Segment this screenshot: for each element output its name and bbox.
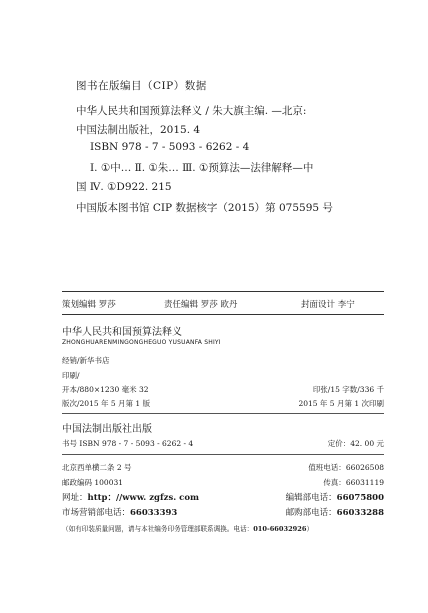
marketing-phone-row [62, 506, 177, 518]
fax-label: 传真： [323, 478, 346, 487]
cip-title-line: 中华人民共和国预算法释义 / 朱大旗主编. —北京: [76, 105, 307, 117]
distributor: 经销/新华书店 [62, 356, 110, 365]
mail-order-phone-row [286, 506, 384, 518]
printing: 2015 年 5 月第 1 次印刷 [298, 399, 384, 408]
divider [62, 314, 384, 315]
website-link[interactable]: http：//www. zgfzs. com [87, 493, 200, 503]
marketing-phone-label: 市场营销部电话： [62, 508, 131, 518]
cover-designer: 封面设计 李宁 [301, 300, 355, 310]
cip-classification-line-2: 国 Ⅳ. ①D922. 215 [76, 181, 172, 193]
fax: 66031119 [345, 478, 384, 487]
cip-classification-line: Ⅰ. ①中… Ⅱ. ①朱… Ⅲ. ①预算法—法律解释—中 [90, 162, 314, 174]
isbn: 书号 ISBN 978 - 7 - 5093 - 6262 - 4 [62, 439, 194, 448]
editorial-phone: 66075800 [336, 493, 384, 503]
mail-order-phone: 66033288 [336, 508, 384, 518]
quality-notice-phone: 010-66032926 [253, 525, 307, 533]
book-title: 中华人民共和国预算法释义 [62, 327, 182, 338]
book-format: 开本/880×1230 毫米 32 [62, 385, 149, 394]
responsible-editor: 责任编辑 罗莎 欧丹 [164, 300, 238, 310]
fax-row [323, 477, 384, 488]
cip-heading: 图书在版编目（CIP）数据 [76, 80, 207, 92]
cip-publisher-line: 中国法制出版社，2015. 4 [76, 124, 201, 136]
website-label: 网址： [62, 493, 88, 503]
mail-order-phone-label: 邮购部电话： [285, 508, 337, 518]
price: 定价：42. 00 元 [327, 439, 384, 448]
cip-data-number: 中国版本图书馆 CIP 数据核字（2015）第 075595 号 [76, 202, 333, 214]
duty-phone-row [308, 462, 384, 473]
duty-phone: 66026508 [345, 463, 384, 472]
divider [62, 291, 384, 292]
postcode: 邮政编码 100031 [62, 478, 124, 487]
book-title-pinyin: ZHONGHUARENMINGONGHEGUO YUSUANFA SHIYI [62, 339, 221, 346]
publisher-name: 中国法制出版社出版 [62, 424, 152, 435]
sheets-and-words: 印张/15 字数/336 千 [312, 385, 384, 394]
edition: 版次/2015 年 5 月第 1 版 [62, 399, 151, 408]
quality-notice [62, 523, 313, 533]
website-row [62, 491, 199, 503]
printer: 印刷/ [62, 371, 80, 380]
editorial-phone-row [286, 491, 384, 503]
editorial-phone-label: 编辑部电话： [285, 493, 337, 503]
divider [62, 413, 384, 414]
planning-editor: 策划编辑 罗莎 [62, 300, 116, 310]
quality-notice-text: （如有印装质量问题，请与本社编务印务管理部联系调换。电话： [62, 525, 254, 533]
cip-isbn-line: ISBN 978 - 7 - 5093 - 6262 - 4 [90, 141, 250, 153]
address: 北京西单横二条 2 号 [62, 463, 132, 472]
duty-phone-label: 值班电话： [308, 463, 346, 472]
divider [62, 454, 384, 455]
marketing-phone: 66033393 [130, 508, 178, 518]
quality-notice-close: ） [306, 525, 314, 533]
